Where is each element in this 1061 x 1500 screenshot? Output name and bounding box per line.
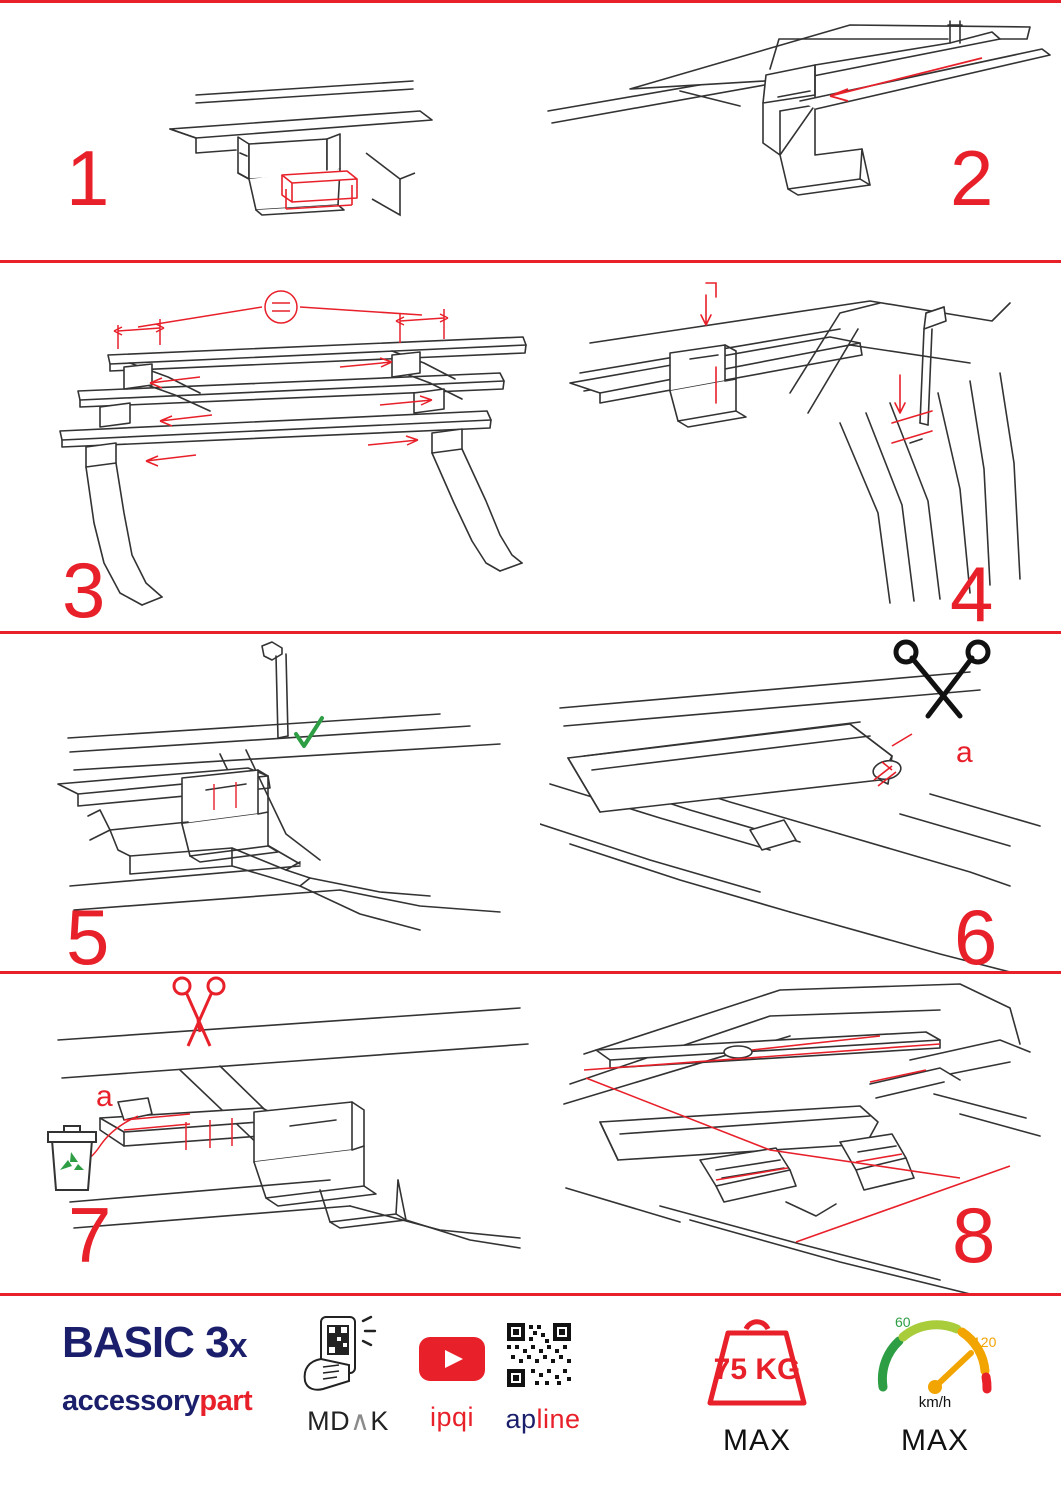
recycle-bin-icon xyxy=(48,1126,96,1190)
panel-step-5 xyxy=(0,634,540,971)
speed-tick-high: 120 xyxy=(973,1334,997,1350)
max-load-value: 75 KG xyxy=(713,1353,801,1386)
panel-step-6 xyxy=(540,634,1061,971)
speed-tick-low: 60 xyxy=(895,1314,911,1330)
brand-sub-first: accessory xyxy=(62,1385,200,1417)
step-6-number: 6 xyxy=(954,893,996,971)
logo-qrcode[interactable] xyxy=(478,1319,608,1433)
footer xyxy=(0,1293,1061,1500)
max-speed-indicator xyxy=(860,1301,1010,1458)
panel-step-4 xyxy=(540,263,1061,631)
speedometer-icon xyxy=(865,1301,1005,1413)
qr-code-icon xyxy=(493,1319,593,1391)
max-load-caption: MAX xyxy=(722,1424,791,1457)
logo-youtube-caption: ipqi xyxy=(429,1402,475,1432)
step-5-number: 5 xyxy=(66,893,108,971)
step-1-number: 1 xyxy=(66,134,108,222)
panel-step-1 xyxy=(0,3,530,260)
speed-unit: km/h xyxy=(918,1394,952,1411)
brand-subtitle xyxy=(62,1387,292,1416)
weight-icon xyxy=(672,1303,842,1413)
step-4-number: 4 xyxy=(950,550,992,631)
max-speed-caption: MAX xyxy=(900,1424,969,1457)
step-7-part-label: a xyxy=(96,1080,113,1113)
scissors-icon xyxy=(896,642,988,716)
max-load-indicator xyxy=(672,1303,842,1458)
brand-block xyxy=(62,1318,292,1417)
brand-title-main: BASIC 3 xyxy=(62,1318,229,1367)
panel-step-8 xyxy=(540,974,1061,1293)
step-6-part-label: a xyxy=(956,736,973,769)
panel-step-7 xyxy=(0,974,540,1293)
brand-title-suffix: x xyxy=(228,1327,247,1365)
step-3-number: 3 xyxy=(62,546,104,631)
step-7-number: 7 xyxy=(68,1191,110,1279)
step-8-number: 8 xyxy=(952,1191,994,1279)
brand-title xyxy=(62,1318,292,1367)
logo-mdak-caption: MD∧K xyxy=(307,1406,389,1436)
panel-step-2 xyxy=(530,3,1061,260)
logo-mdak[interactable] xyxy=(288,1315,408,1435)
panel-step-3 xyxy=(0,263,540,631)
step-2-number: 2 xyxy=(950,134,992,222)
logo-qrcode-caption: apline xyxy=(505,1404,581,1434)
phone-scan-icon xyxy=(293,1315,403,1393)
brand-sub-second: part xyxy=(199,1385,253,1417)
